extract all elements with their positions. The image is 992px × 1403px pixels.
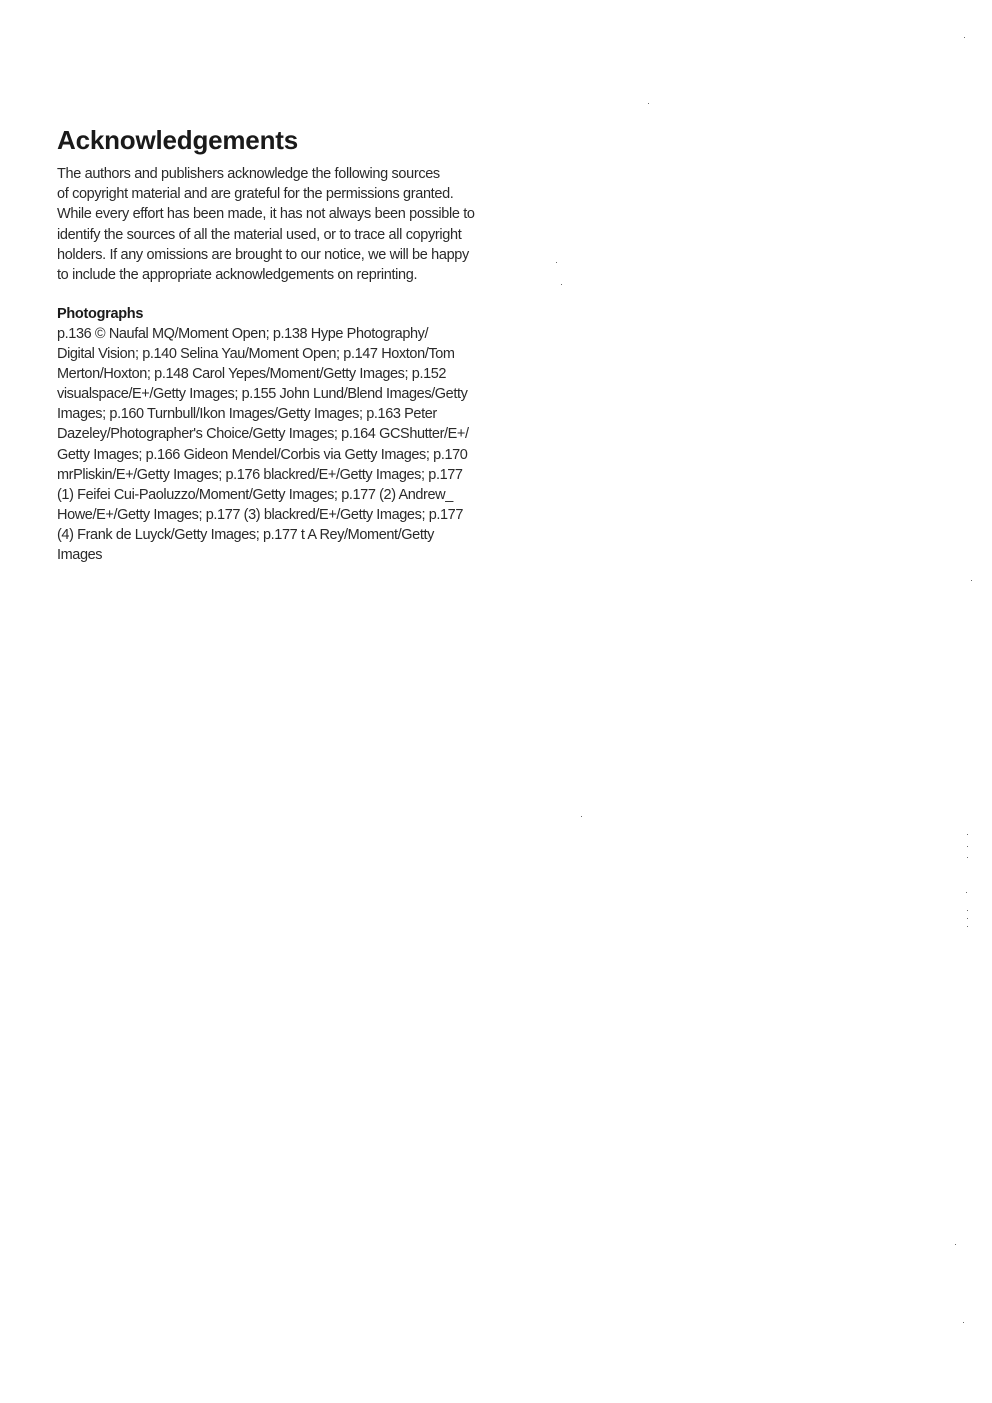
credit-line: p.136 © Naufal MQ/Moment Open; p.138 Hype Photography/ bbox=[57, 326, 429, 342]
scan-speck bbox=[963, 1322, 964, 1323]
credit-line: visualspace/E+/Getty Images; p.155 John Lund/Blend Images/Getty bbox=[57, 386, 468, 403]
scan-speck bbox=[967, 918, 968, 919]
scan-speck bbox=[967, 926, 968, 927]
credit-line: Images bbox=[57, 547, 103, 564]
photographs-credits bbox=[57, 324, 557, 565]
credit-line: (1) Feifei Cui-Paoluzzo/Moment/Getty Images; p.177 (2) Andrew_ bbox=[57, 486, 453, 503]
scan-speck bbox=[967, 834, 968, 835]
scan-speck bbox=[561, 284, 562, 285]
credit-line: mrPliskin/E+/Getty Images; p.176 blackred/E+/Getty Images; p.177 bbox=[57, 466, 463, 483]
intro-line: holders. If any omissions are brought to our notice, we will be happy bbox=[57, 246, 469, 263]
credit-line: Howe/E+/Getty Images; p.177 (3) blackred/E+/Getty Images; p.177 bbox=[57, 506, 463, 523]
intro-line: identify the sources of all the material used, or to trace all copyright bbox=[57, 226, 462, 243]
scan-speck bbox=[967, 910, 968, 911]
scan-speck bbox=[648, 103, 649, 104]
credit-line: Dazeley/Photographer's Choice/Getty Images; p.164 GCShutter/E+/ bbox=[57, 426, 469, 443]
photographs-heading: Photographs bbox=[57, 306, 144, 322]
scan-speck bbox=[955, 1244, 956, 1245]
credit-line: Merton/Hoxton; p.148 Carol Yepes/Moment/Getty Images; p.152 bbox=[57, 366, 447, 383]
intro-line: of copyright material and are grateful for the permissions granted. bbox=[57, 186, 454, 203]
scan-speck bbox=[971, 580, 972, 581]
scan-speck bbox=[966, 892, 967, 893]
intro-line: to include the appropriate acknowledgements on reprinting. bbox=[57, 267, 418, 284]
credit-line: (4) Frank de Luyck/Getty Images; p.177 t A Rey/Moment/Getty bbox=[57, 526, 434, 543]
credit-line: Images; p.160 Turnbull/Ikon Images/Getty Images; p.163 Peter bbox=[57, 406, 437, 423]
credit-line: Digital Vision; p.140 Selina Yau/Moment Open; p.147 Hoxton/Tom bbox=[57, 346, 455, 363]
intro-line: The authors and publishers acknowledge the following sources bbox=[57, 166, 440, 182]
page-title: Acknowledgements bbox=[57, 125, 298, 155]
scan-speck bbox=[581, 816, 582, 817]
intro-paragraph bbox=[57, 164, 557, 285]
credit-line: Getty Images; p.166 Gideon Mendel/Corbis via Getty Images; p.170 bbox=[57, 446, 468, 463]
scan-speck bbox=[967, 857, 968, 858]
scan-speck bbox=[556, 262, 557, 263]
intro-line: While every effort has been made, it has not always been possible to bbox=[57, 206, 475, 223]
scan-speck bbox=[967, 846, 968, 847]
scan-speck bbox=[964, 37, 965, 38]
